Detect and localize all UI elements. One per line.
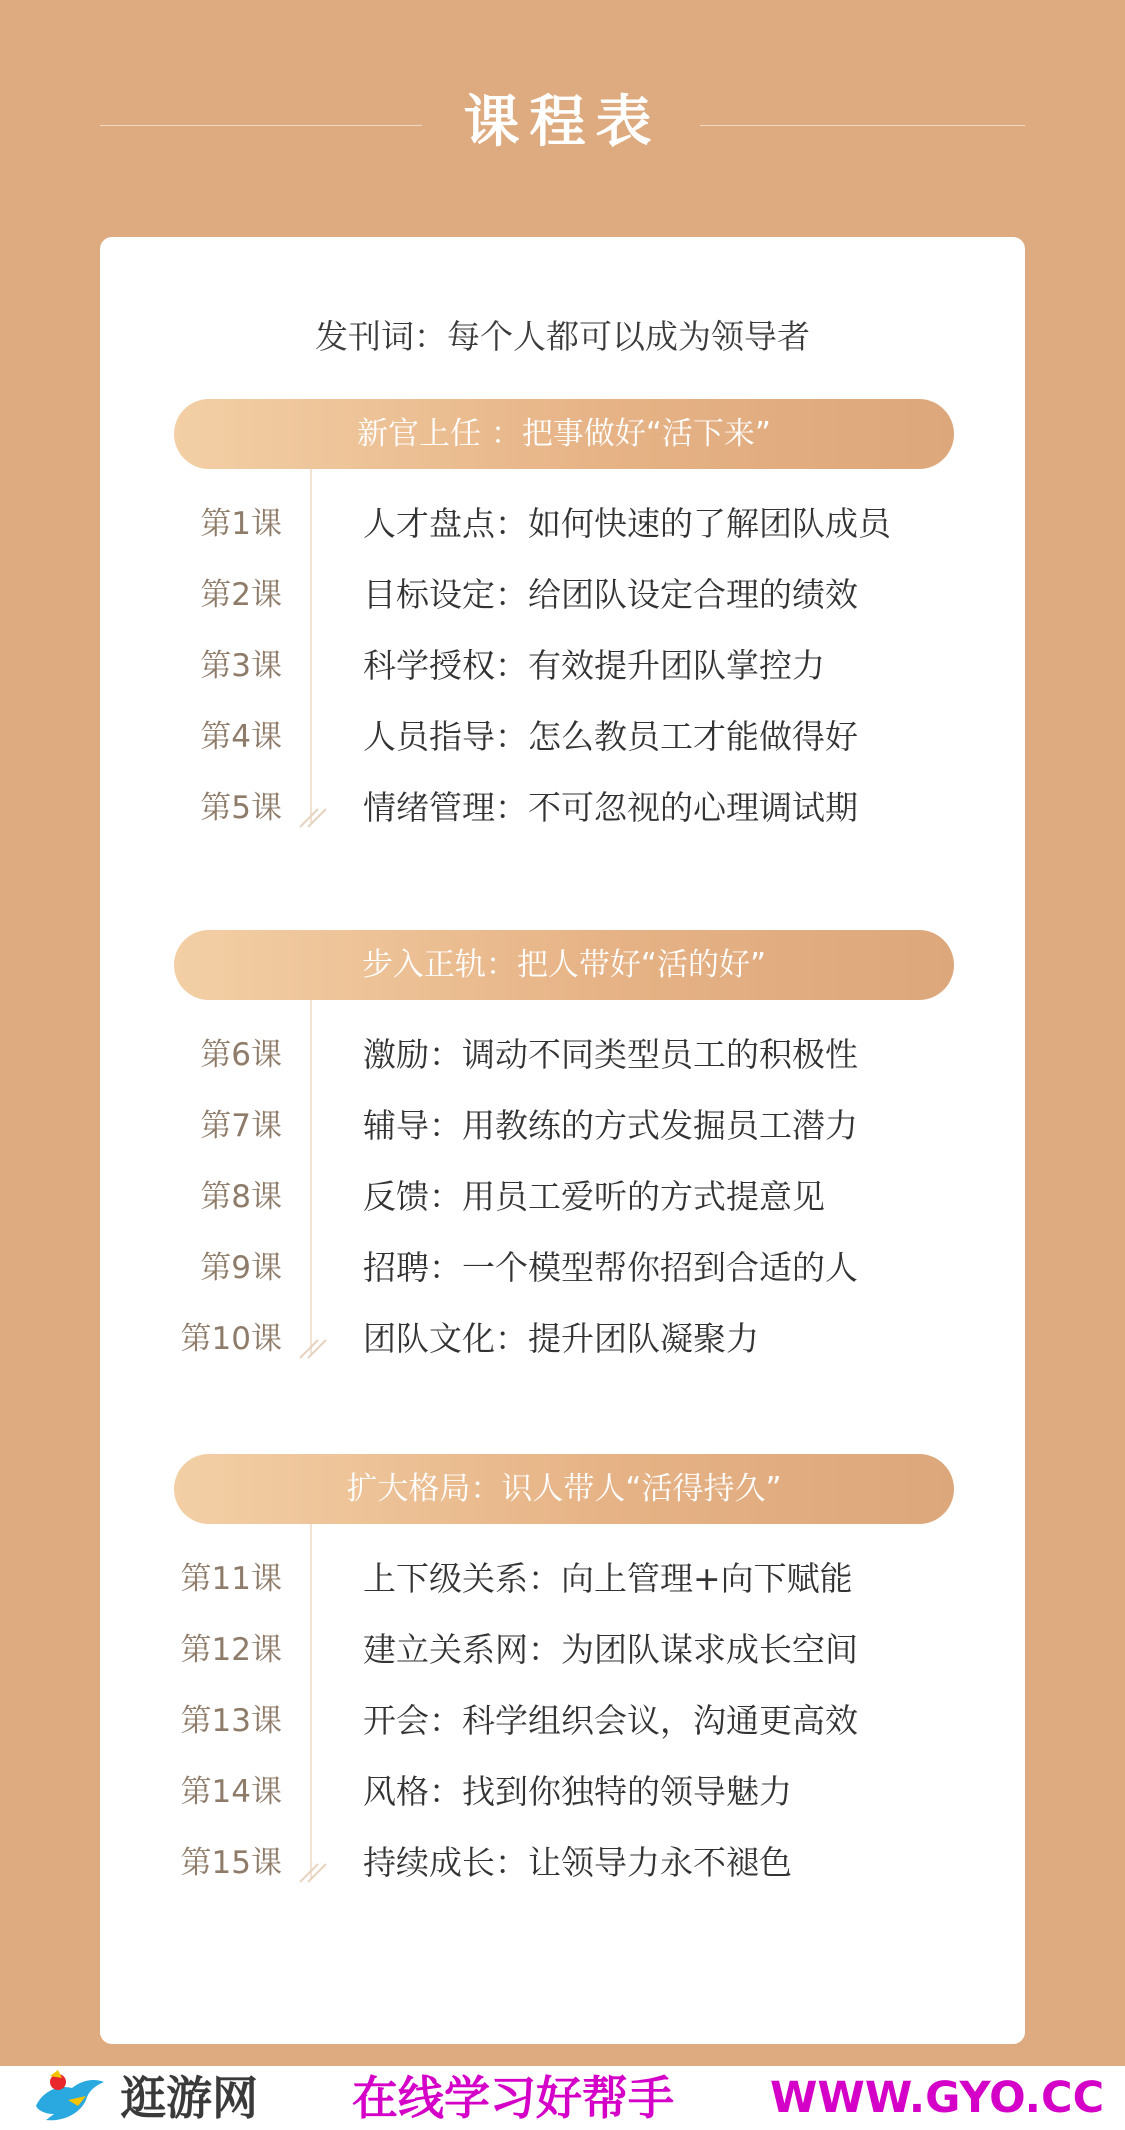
lesson-title: 建立关系网：为团队谋求成长空间 xyxy=(363,1630,858,1669)
lesson-number: 第5课 xyxy=(200,790,282,826)
lesson-number: 第11课 xyxy=(180,1561,282,1597)
section-title-pill: 扩大格局：识人带人“活得持久” xyxy=(174,1454,954,1524)
lesson-number: 第6课 xyxy=(200,1037,282,1073)
lesson-item xyxy=(100,1096,1025,1156)
lesson-item xyxy=(100,1691,1025,1751)
lesson-item xyxy=(100,1549,1025,1609)
lesson-title: 人才盘点：如何快速的了解团队成员 xyxy=(363,504,891,543)
lesson-title: 招聘：一个模型帮你招到合适的人 xyxy=(363,1248,858,1287)
lesson-number: 第8课 xyxy=(200,1179,282,1215)
lesson-title: 情绪管理：不可忽视的心理调试期 xyxy=(363,788,858,827)
lesson-title: 科学授权：有效提升团队掌控力 xyxy=(363,646,825,685)
lesson-number: 第10课 xyxy=(180,1321,282,1357)
lesson-title: 辅导：用教练的方式发掘员工潜力 xyxy=(363,1106,858,1145)
lesson-item xyxy=(100,1833,1025,1893)
watermark-site-name: 逛游网 xyxy=(120,2071,258,2125)
lesson-number: 第7课 xyxy=(200,1108,282,1144)
lesson-number: 第1课 xyxy=(200,506,282,542)
lesson-title: 持续成长：让领导力永不褪色 xyxy=(363,1843,792,1882)
lesson-number: 第2课 xyxy=(200,577,282,613)
lesson-number: 第14课 xyxy=(180,1774,282,1810)
lesson-item xyxy=(100,636,1025,696)
lesson-title: 风格：找到你独特的领导魅力 xyxy=(363,1772,792,1811)
section-title-pill: 步入正轨：把人带好“活的好” xyxy=(174,930,954,1000)
lesson-item xyxy=(100,1309,1025,1369)
watermark-slogan: 在线学习好帮手 xyxy=(352,2071,674,2125)
header-divider-right xyxy=(700,125,1025,126)
page-title: 课程表 xyxy=(463,90,662,155)
lesson-number: 第3课 xyxy=(200,648,282,684)
lesson-number: 第12课 xyxy=(180,1632,282,1668)
section-2 xyxy=(100,930,1025,1360)
page-header xyxy=(0,78,1125,168)
lesson-title: 开会：科学组织会议，沟通更高效 xyxy=(363,1701,858,1740)
intro-title: 发刊词：每个人都可以成为领导者 xyxy=(315,317,810,356)
lesson-item xyxy=(100,494,1025,554)
lesson-number: 第4课 xyxy=(200,719,282,755)
lesson-item xyxy=(100,778,1025,838)
lesson-item xyxy=(100,1238,1025,1298)
lesson-item xyxy=(100,565,1025,625)
lesson-item xyxy=(100,707,1025,767)
lesson-number: 第13课 xyxy=(180,1703,282,1739)
schedule-card xyxy=(100,237,1025,2044)
lesson-title: 团队文化：提升团队凝聚力 xyxy=(363,1319,759,1358)
section-1 xyxy=(100,399,1025,829)
section-3 xyxy=(100,1454,1025,1884)
lesson-title: 人员指导：怎么教员工才能做得好 xyxy=(363,717,858,756)
section-title-pill: 新官上任 ：把事做好“活下来” xyxy=(174,399,954,469)
watermark-banner xyxy=(0,2066,1125,2130)
lesson-item xyxy=(100,1620,1025,1680)
lesson-title: 反馈：用员工爱听的方式提意见 xyxy=(363,1177,825,1216)
lesson-item xyxy=(100,1167,1025,1227)
lesson-item xyxy=(100,1025,1025,1085)
watermark-url: WWW.GYO.CC xyxy=(770,2073,1105,2123)
lesson-number: 第9课 xyxy=(200,1250,282,1286)
lesson-item xyxy=(100,1762,1025,1822)
lesson-title: 激励：调动不同类型员工的积极性 xyxy=(363,1035,858,1074)
lesson-number: 第15课 xyxy=(180,1845,282,1881)
lesson-title: 目标设定：给团队设定合理的绩效 xyxy=(363,575,858,614)
lesson-title: 上下级关系：向上管理+向下赋能 xyxy=(363,1559,853,1598)
bird-logo-icon xyxy=(28,2070,108,2128)
